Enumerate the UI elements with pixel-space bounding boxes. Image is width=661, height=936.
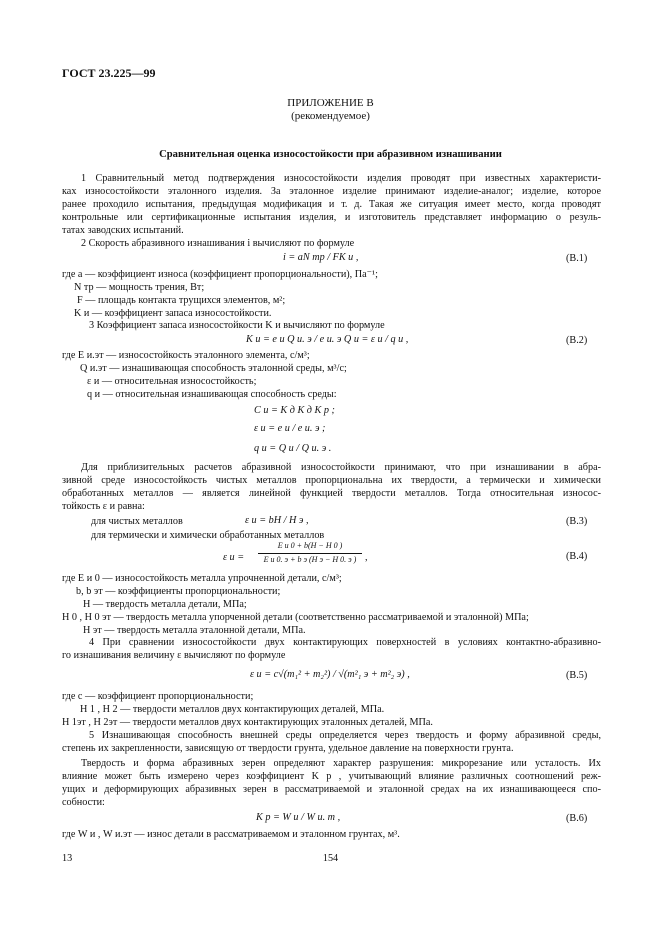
p1-line-1: 1 Сравнительный метод подтверждения износостойкости изделия проводят при известных характеристи- bbox=[81, 173, 601, 184]
section-title: Сравнительная оценка износостойкости при абразивном изнашивании bbox=[159, 149, 502, 160]
p6-line-1: 5 Изнашивающая способность внешней среды определяется через твердость и форму абразивной среды, bbox=[89, 730, 601, 741]
appendix-subtitle: (рекомендуемое) bbox=[291, 110, 370, 122]
equation-b1: i = aN тр / FK и , bbox=[283, 252, 359, 263]
equation-b2: K и = e и Q и. э / e и. э Q и = ε и / q и , bbox=[246, 334, 409, 345]
where6: где W и , W и.эт — износ детали в рассматриваемом и эталонном грунтах, м³. bbox=[62, 829, 400, 840]
equation-b5-label: (В.5) bbox=[566, 670, 588, 681]
equation-b3: ε и = bH / H э , bbox=[245, 515, 309, 526]
standard-header: ГОСТ 23.225—99 bbox=[62, 66, 156, 80]
equation-b6-label: (В.6) bbox=[566, 813, 588, 824]
equation-b3-lead: для чистых металлов bbox=[91, 516, 183, 527]
p4-line-3: обработанных металлов — является линейной функцией твердости металлов. Тогда относительная износос- bbox=[62, 488, 601, 499]
page-footer-left: 13 bbox=[62, 853, 73, 864]
p1-line-5: татах заводских испытаний. bbox=[62, 225, 184, 236]
equation-b4-lead: для термически и химически обработанных металлов bbox=[91, 530, 325, 541]
equation-b4-denominator: E и 0. э + b э (H э − H 0. э ) bbox=[263, 555, 357, 564]
equation-b3-label: (В.3) bbox=[566, 516, 588, 527]
p7-line-4: собности: bbox=[62, 797, 105, 808]
p2: 2 Скорость абразивного изнашивания i вычисляют по формуле bbox=[81, 238, 355, 249]
p7-line-2: влияние может быть измерено через коэффициент K р , учитывающий влияние различных соотношений реж- bbox=[62, 771, 601, 782]
p4-line-2: зивной среде износостойкость чистых металлов пропорциональна их твердости, а термически и химически bbox=[62, 475, 601, 486]
equation-q: q и = Q и / Q и. э . bbox=[254, 443, 332, 454]
equation-b4-tail: , bbox=[365, 552, 368, 563]
p1-line-2: ках износостойкости эталонного изделия. За эталонное изделие принимают изделие-аналог; изделие, которое bbox=[62, 186, 601, 197]
where5-line-3: H 1эт , H 2эт — твердости металлов двух контактирующих эталонных деталей, МПа. bbox=[62, 717, 433, 728]
where4-line-2: b, b эт — коэффициенты пропорциональности; bbox=[76, 586, 281, 597]
where2-line-2: Q и.эт — изнашивающая способность эталонной среды, м³/с; bbox=[80, 363, 347, 374]
where2-line-1: где E и.эт — износостойкость эталонного элемента, с/м³; bbox=[62, 350, 310, 361]
p1-line-3: ранее проходило испытания, предыдущая модификация и т. д. Такая же ситуация имеет место, когда проводят bbox=[62, 199, 601, 210]
where1-line-3: F — площадь контакта трущихся элементов, м²; bbox=[77, 295, 286, 306]
p5-line-2: го изнашивания величину ε вычисляют по формуле bbox=[62, 650, 286, 661]
p7-line-1: Твердость и форма абразивных зерен определяют характер разрушения: микрорезание или усталость. Их bbox=[81, 758, 601, 769]
where1-line-1: где a — коэффициент износа (коэффициент пропорциональности), Па⁻¹; bbox=[62, 269, 378, 280]
p4-line-1: Для приблизительных расчетов абразивной износостойкости принимают, что при изнашивании в абра- bbox=[81, 462, 601, 473]
equation-b5: ε и = c√(m₁² + m₂²) / √(m²₁ э + m²₂ э) , bbox=[250, 669, 410, 680]
equation-b4-fraction-bar bbox=[258, 553, 362, 554]
where1-line-4: K и — коэффициент запаса износостойкости. bbox=[74, 308, 272, 319]
p3: 3 Коэффициент запаса износостойкости K и вычисляют по формуле bbox=[89, 320, 385, 331]
where5-line-1: где c — коэффициент пропорциональности; bbox=[62, 691, 254, 702]
page-number: 154 bbox=[322, 853, 339, 864]
equation-b4-lhs: ε и = bbox=[223, 552, 245, 563]
p1-line-4: контрольные или сертификационные испытания изделия, и изготовитель представляет информацию о резуль- bbox=[62, 212, 601, 223]
p6-line-2: степень их закрепленности, зависящую от твердости грунта, удельное давление на поверхности грунта. bbox=[62, 743, 514, 754]
equation-b4-numerator: E и 0 + b(H − H 0 ) bbox=[277, 541, 343, 550]
p4-line-4: тойкость ε и равна: bbox=[62, 501, 145, 512]
appendix-title: ПРИЛОЖЕНИЕ В bbox=[287, 97, 374, 109]
equation-b4-label: (В.4) bbox=[566, 551, 588, 562]
where4-line-3: H — твердость металла детали, МПа; bbox=[83, 599, 247, 610]
where1-line-2: N тр — мощность трения, Вт; bbox=[74, 282, 205, 293]
where2-line-4: q и — относительная изнашивающая способность среды: bbox=[87, 389, 337, 400]
equation-c: C и = K д K д K р ; bbox=[254, 405, 335, 416]
equation-e: ε и = e и / e и. э ; bbox=[254, 423, 326, 434]
equation-b1-label: (В.1) bbox=[566, 253, 588, 264]
p7-line-3: ущих и деформирующих абразивных зерен в рассматриваемой и эталонной средах на их изнашивающееся спо- bbox=[62, 784, 601, 795]
where5-line-2: H 1 , H 2 — твердости металлов двух контактирующих деталей, МПа. bbox=[80, 704, 385, 715]
where4-line-1: где E и 0 — износостойкость металла упрочненной детали, с/м³; bbox=[62, 573, 342, 584]
equation-b6: K р = W и / W и. т , bbox=[256, 812, 341, 823]
where4-line-5: H эт — твердость металла эталонной детали, МПа. bbox=[83, 625, 306, 636]
equation-b2-label: (В.2) bbox=[566, 335, 588, 346]
where2-line-3: ε и — относительная износостойкость; bbox=[87, 376, 257, 387]
where4-line-4: H 0 , H 0 эт — твердость металла упорченной детали (соответственно рассматриваемой и эталонной) МПа; bbox=[62, 612, 529, 623]
p5-line-1: 4 При сравнении износостойкости двух контактирующих поверхностей в условиях контактно-абразивно- bbox=[89, 637, 601, 648]
